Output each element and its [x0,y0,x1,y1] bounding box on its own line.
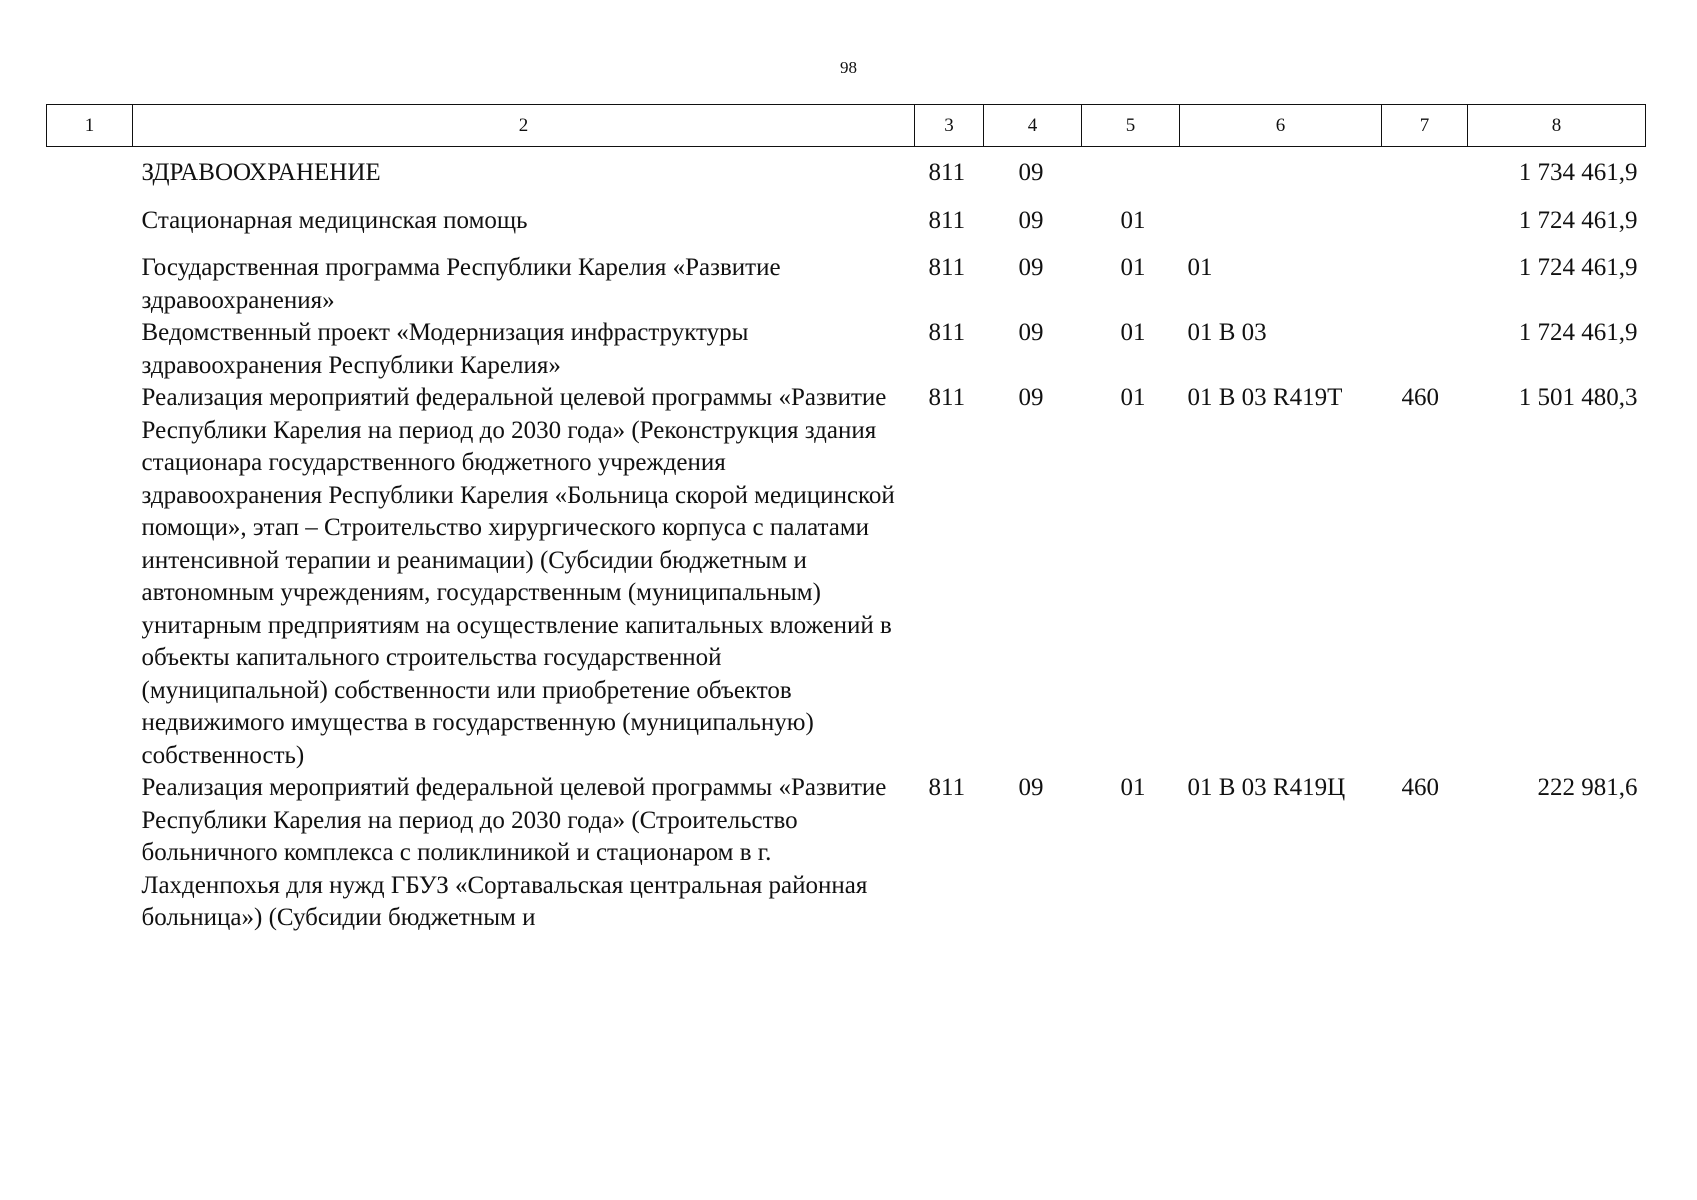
description-cell: Реализация мероприятий федеральной целевой программы «Развитие Республики Карелия на период до 2030 года» (Реконструкция здания стационара государственного бюджетного учреждения здравоохранения Республики Карелия «Больница скорой медицинской помощи», этап – Строительство хирургического корпуса с палатами интенсивной терапии и реанимации) (Субсидии бюджетным и автономным учреждениям, государственным (муниципальным) унитарным предприятиям на осуществление капитальных вложений в объекты капитального строительства государственной (муниципальной) собственности или приобретение объектов недвижимого имущества в государственную (муниципальную) собственность) [141,384,895,769]
row-number-cell [47,382,133,772]
column-number-row [47,105,1646,147]
table-row [47,147,1646,205]
amount-cell: 222 981,6 [1537,774,1638,801]
section-code-cell: 09 [1018,319,1044,346]
target-article-cell [1180,205,1382,253]
column-number: 3 [915,105,984,147]
row-number-cell [47,252,133,317]
subsection-code-cell: 01 [1120,774,1146,801]
expense-type-cell [1382,317,1468,382]
amount-cell: 1 724 461,9 [1518,319,1638,346]
table-row [47,382,1646,772]
page-number: 98 [840,58,857,77]
ministry-code-cell: 811 [928,319,966,346]
column-number: 8 [1468,105,1646,147]
subsection-code-cell [1082,147,1180,205]
column-number: 1 [47,105,133,147]
row-number-cell [47,317,133,382]
section-code-cell: 09 [1018,254,1044,281]
amount-cell: 1 734 461,9 [1518,159,1638,186]
ministry-code-cell: 811 [928,159,966,186]
target-article-cell: 01 В 03 R419Ц [1187,774,1346,801]
table-row [47,772,1646,935]
column-number: 7 [1382,105,1468,147]
target-article-cell: 01 В 03 [1187,319,1267,346]
description-cell: Государственная программа Республики Карелия «Развитие здравоохранения» [141,254,781,314]
amount-cell: 1 724 461,9 [1518,206,1638,234]
subsection-code-cell: 01 [1120,319,1146,346]
ministry-code-cell: 811 [928,206,966,234]
ministry-code-cell: 811 [928,774,966,801]
target-article-cell: 01 [1187,254,1213,281]
column-number: 6 [1180,105,1382,147]
description-cell: Ведомственный проект «Модернизация инфраструктуры здравоохранения Республики Карелия» [141,319,749,379]
description-cell: Реализация мероприятий федеральной целевой программы «Развитие Республики Карелия на период до 2030 года» (Строительство больничного комплекса с поликлиникой и стационаром в г. Лахденпохья для нужд ГБУЗ «Сортавальская центральная районная больница») (Субсидии бюджетным и [141,774,887,931]
description-cell: ЗДРАВООХРАНЕНИЕ [141,159,381,186]
expense-type-cell: 460 [1401,774,1439,801]
row-number-cell [47,205,133,253]
budget-table [46,104,1646,935]
expense-type-cell [1382,205,1468,253]
column-number: 5 [1082,105,1180,147]
column-number: 2 [133,105,915,147]
section-code-cell: 09 [1018,384,1044,411]
subsection-code-cell: 01 [1120,206,1146,234]
section-code-cell: 09 [1018,206,1044,234]
section-code-cell: 09 [1018,774,1044,801]
expense-type-cell [1382,147,1468,205]
row-number-cell [47,147,133,205]
subsection-code-cell: 01 [1120,254,1146,281]
section-code-cell: 09 [1018,159,1044,186]
subsection-code-cell: 01 [1120,384,1146,411]
target-article-cell [1180,147,1382,205]
expense-type-cell [1382,252,1468,317]
target-article-cell: 01 В 03 R419Т [1187,384,1343,411]
table-row [47,205,1646,253]
description-cell: Стационарная медицинская помощь [141,206,528,234]
table-row [47,252,1646,317]
table-row [47,317,1646,382]
amount-cell: 1 501 480,3 [1518,384,1638,411]
expense-type-cell: 460 [1401,384,1439,411]
ministry-code-cell: 811 [928,384,966,411]
amount-cell: 1 724 461,9 [1518,254,1638,281]
row-number-cell [47,772,133,935]
column-number: 4 [984,105,1082,147]
ministry-code-cell: 811 [928,254,966,281]
